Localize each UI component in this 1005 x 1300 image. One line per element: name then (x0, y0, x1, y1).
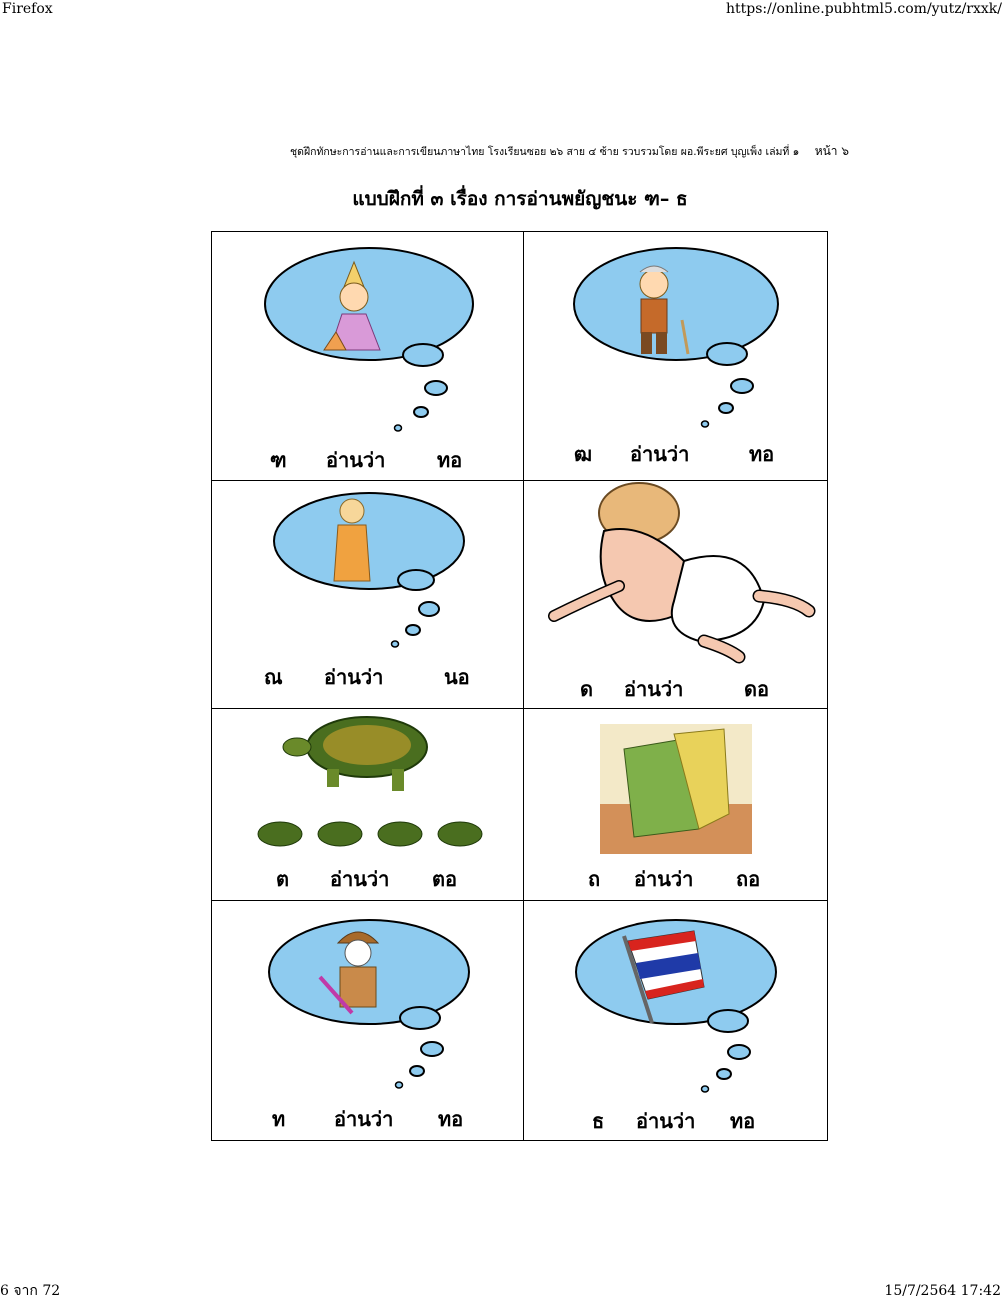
exercise-title: แบบฝึกที่ ๓ เรื่อง การอ่านพยัญชนะ ฑ– ธ (352, 188, 688, 210)
letter-card-no-nen (212, 481, 524, 709)
card-sound: ทอ (749, 442, 775, 466)
card-sound: ถอ (736, 867, 761, 891)
document-header (290, 142, 860, 161)
card-sound: นอ (444, 665, 470, 689)
card-letter: ท (272, 1107, 286, 1131)
card-sound: ทอ (437, 448, 463, 472)
page-number: หน้า ๖ (814, 144, 849, 158)
browser-name: Firefox (2, 1, 53, 17)
card-sound: ดอ (744, 677, 769, 701)
card-reads-label: อ่านว่า (630, 442, 690, 466)
card-reads-label: อ่านว่า (636, 1109, 696, 1133)
card-letter: ฑ (270, 448, 287, 472)
card-sound: ทอ (730, 1109, 756, 1133)
letter-card-to-tao (212, 709, 524, 901)
card-reads-label: อ่านว่า (324, 665, 384, 689)
card-letter: ณ (264, 665, 283, 689)
card-reads-label: อ่านว่า (624, 677, 684, 701)
card-reads-label: อ่านว่า (330, 867, 390, 891)
letter-card-tho-thahan (212, 901, 524, 1140)
print-datetime: 15/7/2564 17:42 (884, 1283, 1001, 1299)
letter-card-tho-phuthao (524, 232, 827, 481)
document-header-text: ชุดฝึกทักษะการอ่านและการเขียนภาษาไทย โรงเรียนซอย ๒๖ สาย ๔ ซ้าย รวบรวมโดย ผอ.พีระยศ บุญเพ็ง เล่มที่ ๑ (290, 146, 800, 158)
card-reads-label: อ่านว่า (634, 867, 694, 891)
card-letter: ฒ (574, 442, 593, 466)
card-reads-label: อ่านว่า (326, 448, 386, 472)
letter-card-tho-thong (524, 901, 827, 1140)
page-url[interactable]: https://online.pubhtml5.com/yutz/rxxk/ (725, 1, 1002, 17)
card-letter: ต (276, 867, 289, 891)
page-counter: 6 จาก 72 (0, 1283, 61, 1299)
card-letter: ถ (588, 867, 601, 891)
letter-card-grid (211, 231, 828, 1141)
letter-card-do-dek (524, 481, 827, 709)
card-sound: ทอ (438, 1107, 464, 1131)
card-letter: ด (580, 677, 593, 701)
letter-card-tho-montho (212, 232, 524, 481)
card-reads-label: อ่านว่า (334, 1107, 394, 1131)
card-letter: ธ (592, 1109, 605, 1133)
letter-card-tho-thung (524, 709, 827, 901)
card-sound: ตอ (432, 867, 457, 891)
